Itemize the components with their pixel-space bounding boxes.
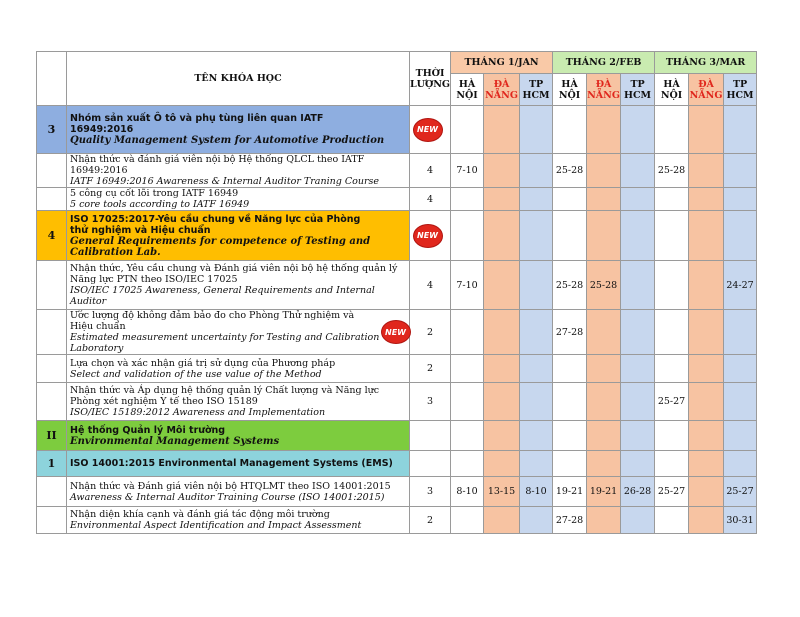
date-cell: [484, 154, 520, 188]
date-cell: [587, 355, 621, 383]
row-number: [37, 507, 67, 534]
course-name-en: IATF 16949:2016 Awareness & Internal Auditor Traning Course: [70, 176, 379, 187]
city-header-line1: TP: [528, 78, 544, 90]
date-cell: [484, 421, 520, 451]
new-badge: NEW: [414, 119, 442, 141]
course-row: [37, 188, 757, 211]
row-number: [37, 477, 67, 507]
date-cell: [553, 355, 587, 383]
row-number: II: [37, 421, 67, 451]
date-cell: [724, 355, 757, 383]
city-header-m2-c3: [621, 74, 655, 106]
city-header-line2: HCM: [726, 89, 754, 101]
date-cell: [520, 383, 553, 421]
date-cell: [553, 383, 587, 421]
city-header-m3-c3: [724, 74, 757, 106]
date-cell: [689, 507, 724, 534]
date-cell: [689, 355, 724, 383]
course-row: [37, 507, 757, 534]
duration-cell: 4: [410, 261, 451, 310]
date-cell: [587, 310, 621, 355]
city-header-m2-c1: [553, 74, 587, 106]
new-badge: NEW: [382, 321, 410, 343]
city-header-line1: HÀ: [458, 78, 476, 90]
date-cell: 8-10: [451, 477, 484, 507]
date-cell: [689, 154, 724, 188]
course-name-vi: Lựa chọn và xác nhận giá trị sử dụng của Phương pháp: [70, 357, 336, 369]
date-cell: [520, 154, 553, 188]
date-cell: [724, 383, 757, 421]
city-header-line1: HÀ: [561, 78, 578, 90]
date-cell: [689, 310, 724, 355]
date-cell: [520, 421, 553, 451]
date-cell: [724, 421, 757, 451]
date-cell: [621, 421, 655, 451]
city-header-m3-c1: [655, 74, 689, 106]
date-cell: [520, 310, 553, 355]
date-cell: [689, 421, 724, 451]
date-cell: 27-28: [553, 507, 587, 534]
course-name-vi: 5 công cụ cốt lõi trong IATF 16949: [70, 188, 239, 199]
section-title: Nhóm sản xuất Ô tô và phụ tùng liên quan IATF 16949:2016: [70, 113, 324, 135]
date-cell: [587, 106, 621, 154]
course-name-vi: Nhận diện khía cạnh và đánh giá tác động môi trường: [70, 509, 330, 520]
date-cell: [484, 383, 520, 421]
date-cell: [689, 451, 724, 477]
course-name-en: Awareness & Internal Auditor Training Course (ISO 14001:2015): [70, 491, 385, 503]
city-header-m2-c2: [587, 74, 621, 106]
date-cell: [689, 477, 724, 507]
row-number: 4: [37, 211, 67, 261]
duration-cell: 2: [410, 507, 451, 534]
course-name-cell: [67, 355, 410, 383]
date-cell: [484, 507, 520, 534]
date-cell: [484, 451, 520, 477]
date-cell: [621, 211, 655, 261]
duration-cell: [410, 451, 451, 477]
city-header-line2: NẴNG: [485, 89, 518, 101]
training-schedule-table: [36, 51, 757, 534]
date-cell: [655, 451, 689, 477]
date-cell: [553, 421, 587, 451]
section-title-cell: [67, 451, 410, 477]
date-cell: [451, 383, 484, 421]
section-title-cell: [67, 421, 410, 451]
date-cell: 25-27: [655, 477, 689, 507]
row-number: [37, 383, 67, 421]
duration-header: [410, 52, 451, 106]
duration-header-line2: LƯỢNG: [410, 78, 451, 90]
course-name-cell: [67, 261, 410, 310]
city-header-m1-c3: [520, 74, 553, 106]
date-cell: [451, 188, 484, 211]
date-cell: [587, 507, 621, 534]
row-number: [37, 154, 67, 188]
course-name-en: Environmental Aspect Identification and Impact Assessment: [70, 520, 362, 531]
date-cell: [587, 154, 621, 188]
course-name-vi: Nhận thức và Áp dụng hệ thống quản lý Chất lượng và Năng lực Phòng xét nghiệm Y tế theo ISO 15189: [70, 385, 380, 407]
date-cell: [621, 310, 655, 355]
city-header-line2: NỘI: [660, 89, 683, 101]
date-cell: 19-21: [587, 477, 621, 507]
duration-cell: 4: [410, 188, 451, 211]
month-header-feb: THÁNG 2/FEB: [553, 52, 655, 74]
city-header-line2: NỘI: [558, 89, 581, 101]
city-header-line2: NẴNG: [689, 89, 723, 101]
date-cell: [724, 451, 757, 477]
section-subtitle: Environmental Management Systems: [70, 435, 280, 447]
row-number: 3: [37, 106, 67, 154]
row-number: [37, 310, 67, 355]
row-number: [37, 355, 67, 383]
section-title: Hệ thống Quản lý Môi trường: [70, 424, 226, 436]
date-cell: [451, 421, 484, 451]
course-name-cell: [67, 154, 410, 188]
row-number: [37, 261, 67, 310]
course-name-cell: [67, 507, 410, 534]
header-row-months: [37, 52, 757, 74]
course-row: [37, 261, 757, 310]
section-row: [37, 421, 757, 451]
date-cell: 25-28: [655, 154, 689, 188]
date-cell: 25-28: [553, 261, 587, 310]
course-name-cell: [67, 477, 410, 507]
duration-cell: 3: [410, 477, 451, 507]
date-cell: 30-31: [724, 507, 757, 534]
section-title-cell: [67, 211, 410, 261]
date-cell: [587, 188, 621, 211]
date-cell: 13-15: [484, 477, 520, 507]
course-name-cell: [67, 383, 410, 421]
date-cell: [689, 211, 724, 261]
new-badge: NEW: [414, 225, 442, 247]
city-header-line1: HÀ: [663, 78, 680, 90]
date-cell: [451, 507, 484, 534]
date-cell: [587, 421, 621, 451]
city-header-line1: ĐÀ: [493, 78, 510, 90]
date-cell: [655, 507, 689, 534]
duration-header-line1: THỜI: [415, 67, 445, 79]
course-name-en: Estimated measurement uncertainty for Testing and Calibration Laboratory: [70, 332, 380, 354]
date-cell: 26-28: [621, 477, 655, 507]
row-number: [37, 188, 67, 211]
date-cell: [484, 188, 520, 211]
date-cell: [621, 106, 655, 154]
date-cell: [621, 451, 655, 477]
course-row: [37, 154, 757, 188]
course-name-vi: Ước lượng độ không đảm bảo đo cho Phòng Thử nghiệm và Hiệu chuẩn: [70, 310, 355, 332]
date-cell: [553, 451, 587, 477]
section-row: [37, 211, 757, 261]
month-header-jan: THÁNG 1/JAN: [451, 52, 553, 74]
course-name-header: TÊN KHÓA HỌC: [67, 52, 410, 106]
date-cell: [451, 451, 484, 477]
date-cell: 19-21: [553, 477, 587, 507]
city-header-m1-c1: [451, 74, 484, 106]
date-cell: [451, 106, 484, 154]
date-cell: [689, 383, 724, 421]
date-cell: [587, 383, 621, 421]
date-cell: [520, 507, 553, 534]
course-name-en: ISO/IEC 15189:2012 Awareness and Implementation: [70, 407, 326, 418]
section-row: [37, 451, 757, 477]
date-cell: [655, 355, 689, 383]
date-cell: [553, 211, 587, 261]
course-row: [37, 383, 757, 421]
city-header-line1: ĐÀ: [698, 78, 714, 90]
course-name-vi: Nhận thức và đánh giá viên nội bộ Hệ thống QLCL theo IATF 16949:2016: [70, 154, 365, 176]
date-cell: 24-27: [724, 261, 757, 310]
duration-cell: 3: [410, 383, 451, 421]
date-cell: 25-28: [553, 154, 587, 188]
city-header-line1: ĐÀ: [595, 78, 612, 90]
date-cell: [655, 188, 689, 211]
date-cell: 25-28: [587, 261, 621, 310]
course-name-en: ISO/IEC 17025 Awareness, General Requirements and Internal Auditor: [70, 285, 375, 307]
date-cell: [451, 211, 484, 261]
city-header-line2: HCM: [522, 89, 550, 101]
city-header-line1: TP: [630, 78, 645, 90]
date-cell: 8-10: [520, 477, 553, 507]
date-cell: [553, 188, 587, 211]
date-cell: [553, 106, 587, 154]
date-cell: [655, 421, 689, 451]
date-cell: 7-10: [451, 261, 484, 310]
course-name-en: Select and validation of the use value of the Method: [70, 368, 322, 380]
course-row: [37, 477, 757, 507]
date-cell: [520, 211, 553, 261]
section-subtitle: Quality Management System for Automotive Production: [70, 135, 385, 146]
date-cell: [451, 355, 484, 383]
date-cell: [689, 106, 724, 154]
course-name-en: 5 core tools according to IATF 16949: [70, 199, 250, 210]
date-cell: [689, 188, 724, 211]
course-row: [37, 355, 757, 383]
section-title: ISO 17025:2017-Yêu cầu chung về Năng lực của Phòng thử nghiệm và Hiệu chuẩn: [70, 213, 361, 236]
date-cell: [484, 261, 520, 310]
section-subtitle: General Requirements for competence of Testing and Calibration Lab.: [70, 235, 371, 258]
date-cell: [621, 383, 655, 421]
section-title-cell: [67, 106, 410, 154]
duration-cell: 4: [410, 154, 451, 188]
city-header-line1: TP: [732, 78, 748, 90]
date-cell: [587, 451, 621, 477]
date-cell: [724, 188, 757, 211]
city-header-m3-c2: [689, 74, 724, 106]
date-cell: [689, 261, 724, 310]
course-name-cell: [67, 188, 410, 211]
date-cell: [655, 106, 689, 154]
course-name-cell: [67, 310, 410, 355]
city-header-line2: HCM: [624, 89, 652, 101]
date-cell: [621, 154, 655, 188]
date-cell: [484, 310, 520, 355]
city-header-line2: NẴNG: [587, 89, 620, 101]
date-cell: [484, 211, 520, 261]
date-cell: [484, 106, 520, 154]
date-cell: [587, 211, 621, 261]
city-header-m1-c2: [484, 74, 520, 106]
date-cell: [520, 355, 553, 383]
date-cell: [621, 355, 655, 383]
date-cell: [484, 355, 520, 383]
row-number: 1: [37, 451, 67, 477]
date-cell: [520, 261, 553, 310]
date-cell: [520, 188, 553, 211]
date-cell: [621, 261, 655, 310]
course-name-vi: Nhận thức và Đánh giá viên nội bộ HTQLMT theo ISO 14001:2015: [70, 480, 391, 492]
date-cell: [520, 451, 553, 477]
section-row: [37, 106, 757, 154]
date-cell: [621, 188, 655, 211]
date-cell: [724, 106, 757, 154]
date-cell: [655, 211, 689, 261]
date-cell: [724, 310, 757, 355]
duration-cell: [410, 421, 451, 451]
city-header-line2: NỘI: [456, 89, 478, 101]
date-cell: [724, 211, 757, 261]
date-cell: 7-10: [451, 154, 484, 188]
duration-cell: 2: [410, 355, 451, 383]
duration-cell: 2: [410, 310, 451, 355]
course-name-vi: Nhận thức, Yêu cầu chung và Đánh giá viên nội bộ hệ thống quản lý Năng lực PTN theo ISO/IEC 17025: [70, 263, 398, 285]
section-title: ISO 14001:2015 Environmental Management Systems (EMS): [70, 458, 393, 469]
date-cell: 25-27: [724, 477, 757, 507]
month-header-mar: THÁNG 3/MAR: [655, 52, 757, 74]
date-cell: [655, 261, 689, 310]
date-cell: [655, 310, 689, 355]
date-cell: 25-27: [655, 383, 689, 421]
header-num-cell: [37, 52, 67, 106]
date-cell: [621, 507, 655, 534]
date-cell: [451, 310, 484, 355]
date-cell: 27-28: [553, 310, 587, 355]
date-cell: [724, 154, 757, 188]
date-cell: [520, 106, 553, 154]
